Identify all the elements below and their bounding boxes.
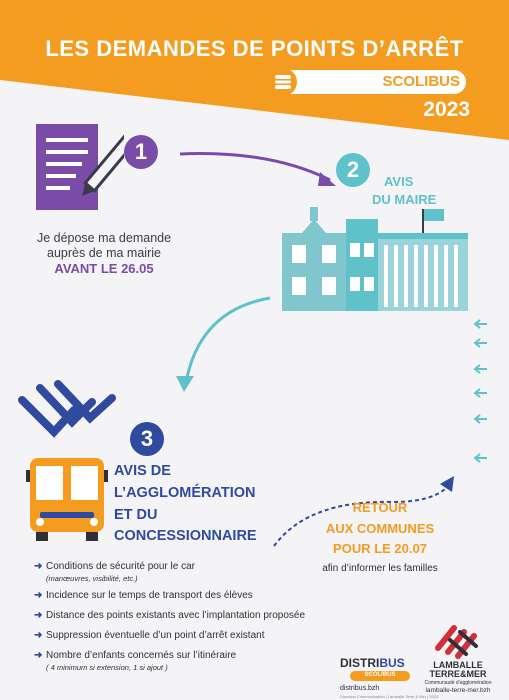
bullet-arrow-icon: ➜ xyxy=(34,630,43,641)
bullet-1-sub: (manœuvres, visibilité, etc.) xyxy=(46,574,138,583)
step3-title-line4: CONCESSIONNAIRE xyxy=(114,528,257,544)
criterion-arrow-icon xyxy=(473,413,487,425)
criterion-arrow-icon xyxy=(473,363,487,375)
bullet-1-text: Conditions de sécurité pour le car xyxy=(46,561,195,572)
step3-bullet-4 xyxy=(34,630,264,642)
flow-arrow-1 xyxy=(170,140,350,200)
step3-title-line2: L’AGGLOMÉRATION xyxy=(114,485,256,501)
step2-number: 2 xyxy=(336,153,370,187)
step3-title-line1: AVIS DE xyxy=(114,463,171,479)
distribus-logo-part1: DISTRI xyxy=(340,656,380,670)
criterion-arrow-icon xyxy=(473,452,487,464)
retour-sub: afin d’informer les familles xyxy=(322,563,438,574)
lamballe-line1: LAMBALLE xyxy=(433,660,483,670)
distribus-logo xyxy=(340,656,405,670)
credits: Direction Communication | Lamballe Terre & Mer | 2023 xyxy=(340,694,439,699)
distribus-url[interactable]: distribus.bzh xyxy=(340,685,380,692)
bullet-5-text: Nombre d’enfants concernés sur l’itinéraire xyxy=(46,650,237,661)
lamballe-tag: Communauté d’agglomération xyxy=(424,680,492,686)
bullet-4-text: Suppression éventuelle d’un point d’arrêt existant xyxy=(46,630,265,641)
step3-bullet-5 xyxy=(34,650,236,674)
retour-line1: RETOUR xyxy=(352,500,408,515)
step1-text-line1: Je dépose ma demande xyxy=(36,231,172,245)
document-pen-icon xyxy=(34,120,124,220)
step1-number: 1 xyxy=(124,135,158,169)
distribus-logo-part2: BUS xyxy=(379,656,405,670)
step3-bullet-2 xyxy=(34,590,253,602)
lamballe-url[interactable]: lamballe-terre-mer.bzh xyxy=(425,687,491,694)
lamballe-line2: TERRE&MER xyxy=(429,669,487,679)
step3-title-line3: ET DU xyxy=(114,507,158,523)
year-label: 2023 xyxy=(423,98,470,121)
distribus-tag-label: SCOLIBUS xyxy=(364,672,396,678)
step2-title-line1: AVIS xyxy=(384,174,414,189)
bullet-3-text: Distance des points existants avec l’implantation proposée xyxy=(46,610,306,621)
retour-line2: AUX COMMUNES xyxy=(325,521,435,536)
step1-deadline: AVANT LE 26.05 xyxy=(54,261,154,276)
criterion-arrow-icon xyxy=(473,337,487,349)
step2-title-line2: DU MAIRE xyxy=(372,192,437,207)
bus-icon xyxy=(26,456,108,542)
bullet-arrow-icon: ➜ xyxy=(34,561,43,572)
retour-line3: POUR LE 20.07 xyxy=(333,541,427,556)
step1-text-line2: auprès de ma mairie xyxy=(47,246,161,260)
agglomeration-logo-icon xyxy=(16,380,136,442)
flow-arrow-2 xyxy=(160,290,280,400)
bullet-arrow-icon: ➜ xyxy=(34,650,43,661)
bullet-arrow-icon: ➜ xyxy=(34,590,43,601)
burger-bus-icon xyxy=(268,67,298,97)
lamballe-logo-icon xyxy=(432,618,484,660)
step3-number: 3 xyxy=(130,422,164,456)
criterion-arrow-icon xyxy=(473,318,487,330)
bullet-5-sub: ( 4 minimum si extension, 1 si ajout ) xyxy=(46,663,168,672)
scolibus-label: SCOLIBUS xyxy=(382,73,460,90)
criterion-arrow-icon xyxy=(473,387,487,399)
bullet-arrow-icon: ➜ xyxy=(34,610,43,621)
bullet-2-text: Incidence sur le temps de transport des élèves xyxy=(46,590,253,601)
town-hall-icon xyxy=(282,205,468,311)
step3-bullet-1 xyxy=(34,561,195,585)
step3-bullet-3 xyxy=(34,610,305,622)
page-title: LES DEMANDES DE POINTS D’ARRÊT xyxy=(45,36,464,61)
